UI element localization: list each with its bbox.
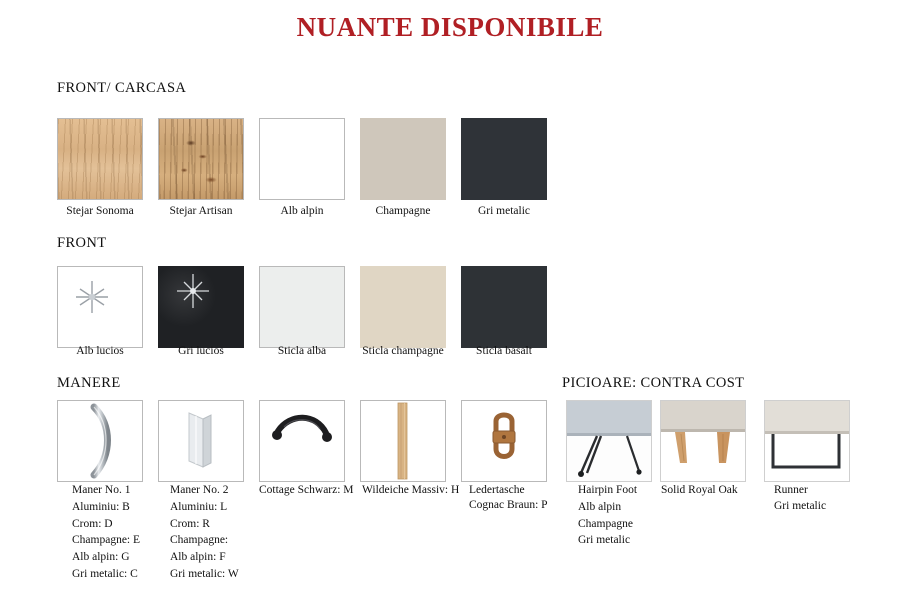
swatch-gri-lucios	[158, 266, 244, 348]
swatch-alb-lucios	[57, 266, 143, 348]
foot-cell-solid-royal-oak	[660, 400, 746, 482]
swatch-label-gri-lucios: Gri lucios	[178, 345, 224, 357]
handle-cell-ledertasche	[461, 400, 547, 482]
foot-label-solid-royal-oak: Solid Royal Oak	[661, 484, 738, 496]
handle-cottage-black-icon	[260, 401, 344, 481]
runner-foot-icon	[765, 401, 849, 481]
handle-label-maner-2: Maner No. 2	[170, 484, 229, 496]
swatch-gri-metalic	[461, 118, 547, 200]
foot-finishes-runner	[774, 498, 874, 515]
swatch-label-stejar-sonoma: Stejar Sonoma	[66, 205, 134, 217]
handle-cell-maner-1	[57, 400, 143, 482]
handle-label-cottage-schwarz: Cottage Schwarz: M	[259, 484, 354, 496]
finish-option: Crom: D	[72, 517, 113, 530]
finish-option: Gri metalic	[578, 534, 631, 547]
foot-label-runner: Runner	[774, 484, 808, 496]
finish-option: Aluminiu: L	[170, 501, 228, 513]
finish-option: Gri metalic: W	[170, 567, 239, 580]
swatch-label-sticla-basalt: Sticla basalt	[476, 345, 532, 357]
swatch-label-sticla-champagne: Sticla champagne	[362, 345, 444, 357]
handle-bar-square-icon	[159, 401, 243, 481]
section-heading-front: FRONT	[57, 235, 107, 251]
section-heading-picioare: PICIOARE: CONTRA COST	[562, 375, 745, 391]
swatch-sticla-basalt	[461, 266, 547, 348]
swatch-stejar-artisan	[158, 118, 244, 200]
handle-finishes-maner-1	[72, 499, 176, 582]
foot-finishes-hairpin	[578, 499, 678, 549]
swatch-stejar-sonoma	[57, 118, 143, 200]
finish-option: Crom: R	[170, 517, 210, 530]
swatch-sticla-alba	[259, 266, 345, 348]
swatch-label-champagne: Champagne	[375, 205, 431, 217]
handle-finishes-maner-2	[170, 499, 274, 582]
section-heading-manere: MANERE	[57, 375, 121, 391]
handle-label-ledertasche-line2: Cognac Braun: P	[469, 499, 548, 511]
finish-option: Alb alpin: G	[72, 551, 130, 564]
swatch-label-alb-alpin: Alb alpin	[280, 205, 324, 217]
sparkle-highlight-icon	[158, 266, 244, 348]
section-heading-front-carcasa: FRONT/ CARCASA	[57, 80, 187, 96]
foot-label-hairpin: Hairpin Foot	[578, 484, 638, 496]
finish-option: Champagne:	[170, 534, 229, 547]
page-title: NUANTE DISPONIBILE	[296, 12, 604, 42]
sparkle-highlight-icon	[58, 267, 142, 347]
finish-option: Gri metalic	[774, 500, 827, 512]
handle-label-ledertasche-line1: Ledertasche	[469, 484, 525, 496]
handle-cell-wildeiche-massiv	[360, 400, 446, 482]
swatch-champagne	[360, 118, 446, 200]
swatch-label-stejar-artisan: Stejar Artisan	[169, 205, 233, 217]
finish-option: Champagne: E	[72, 534, 141, 547]
handle-leather-loop-icon	[462, 401, 546, 481]
swatch-label-gri-metalic: Gri metalic	[477, 205, 531, 217]
finish-option: Alb alpin	[578, 501, 622, 513]
swatch-sticla-champagne	[360, 266, 446, 348]
finish-option: Aluminiu: B	[72, 501, 130, 513]
swatch-alb-alpin	[259, 118, 345, 200]
handle-cell-cottage-schwarz	[259, 400, 345, 482]
finish-option: Gri metalic: C	[72, 567, 138, 580]
finish-option: Champagne	[578, 517, 633, 530]
handle-oak-wood-icon	[361, 401, 445, 481]
swatch-label-sticla-alba: Sticla alba	[277, 345, 327, 357]
finish-option: Alb alpin: F	[170, 551, 226, 564]
handle-cell-maner-2	[158, 400, 244, 482]
handle-curved-metal-icon	[58, 401, 142, 481]
hairpin-foot-icon	[567, 401, 651, 481]
foot-cell-runner	[764, 400, 850, 482]
handle-label-maner-1: Maner No. 1	[72, 484, 131, 496]
handle-label-wildeiche-massiv: Wildeiche Massiv: H	[362, 484, 460, 496]
solid-oak-foot-icon	[661, 401, 745, 481]
foot-cell-hairpin	[566, 400, 652, 482]
swatch-label-alb-lucios: Alb lucios	[76, 345, 124, 357]
